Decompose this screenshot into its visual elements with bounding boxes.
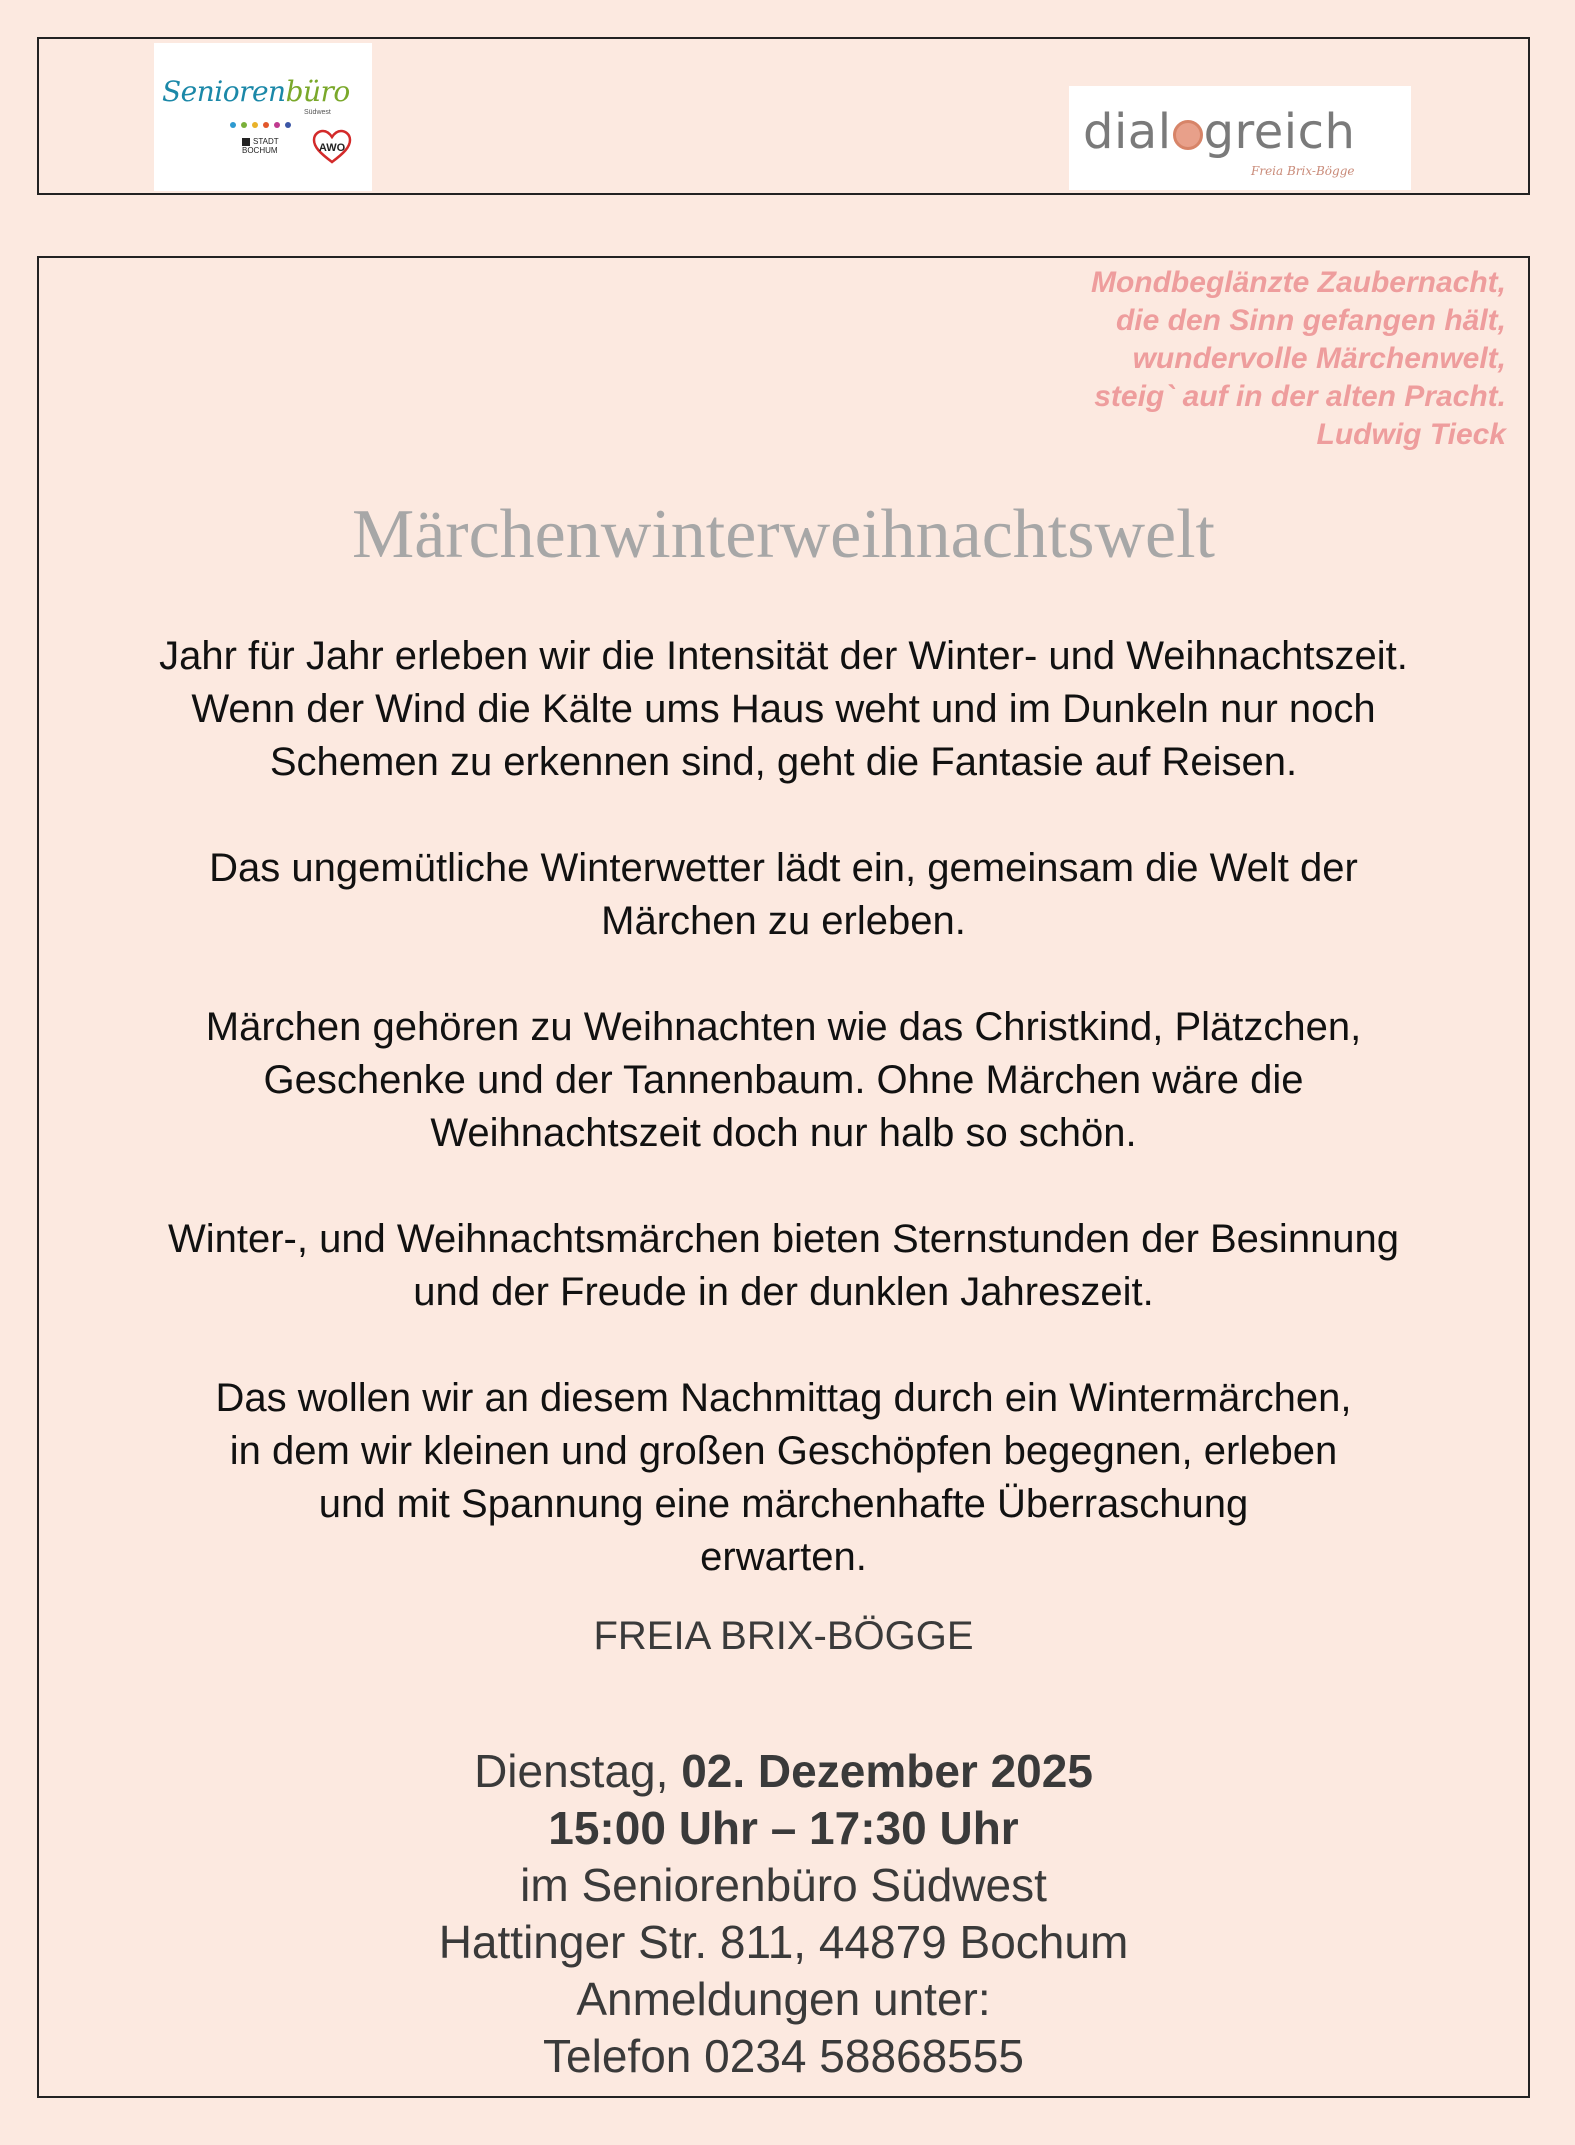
- poem-line: steig` auf in der alten Pracht.: [1094, 380, 1506, 413]
- event-time: 15:00 Uhr – 17:30 Uhr: [548, 1802, 1019, 1854]
- paragraph-winter-tales: [39, 1213, 1528, 1319]
- dialogreich-logo: [1069, 86, 1411, 190]
- header-logo-box: [37, 37, 1530, 195]
- spiral-o-icon: [1173, 120, 1203, 150]
- event-registration: Anmeldungen unter:: [576, 1973, 991, 2025]
- poem-author: Ludwig Tieck: [1316, 418, 1506, 451]
- awo-text: AWO: [318, 142, 346, 154]
- paragraph-line: und mit Spannung eine märchenhafte Überraschung: [318, 1482, 1249, 1526]
- logo-signature: Freia Brix-Bögge: [1251, 164, 1355, 178]
- logo-dot: [263, 122, 269, 128]
- paragraph-intro: [39, 630, 1528, 789]
- poem-quote: [1091, 264, 1506, 454]
- author-name: FREIA BRIX-BÖGGE: [593, 1614, 974, 1658]
- paragraph-line: in dem wir kleinen und großen Geschöpfen begegnen, erleben: [229, 1429, 1338, 1473]
- paragraph-weather: [39, 842, 1528, 948]
- wordmark-part2: büro: [285, 75, 350, 108]
- event-date-line: [39, 1743, 1528, 1800]
- colored-dots: [230, 115, 296, 133]
- paragraph-line: Das ungemütliche Winterwetter lädt ein, gemeinsam die Welt der: [209, 846, 1358, 890]
- wordmark-part1: Senioren: [162, 75, 286, 108]
- paragraph-line: Jahr für Jahr erleben wir die Intensität der Winter- und Weihnachtszeit.: [159, 634, 1408, 678]
- event-weekday: Dienstag,: [474, 1745, 669, 1797]
- event-date: 02. Dezember 2025: [681, 1745, 1093, 1797]
- paragraph-line: erwarten.: [700, 1535, 867, 1579]
- paragraph-line: Schemen zu erkennen sind, geht die Fantasie auf Reisen.: [269, 740, 1298, 784]
- event-location: im Seniorenbüro Südwest: [520, 1859, 1047, 1911]
- paragraph-line: Das wollen wir an diesem Nachmittag durch ein Wintermärchen,: [215, 1376, 1352, 1420]
- dialogreich-wordmark: dial greich: [1083, 104, 1356, 160]
- paragraph-line: Geschenke und der Tannenbaum. Ohne Märchen wäre die: [263, 1058, 1304, 1102]
- poem-line: Mondbeglänzte Zaubernacht,: [1090, 266, 1506, 299]
- stadt-square-icon: [242, 138, 250, 146]
- paragraph-christmas: [39, 1001, 1528, 1160]
- paragraph-afternoon: [39, 1372, 1528, 1584]
- logo-dot: [230, 122, 236, 128]
- logo-dot: [285, 122, 291, 128]
- paragraph-line: Weihnachtszeit doch nur halb so schön.: [430, 1111, 1137, 1155]
- seniorenbuero-wordmark: [162, 75, 350, 108]
- event-details: [39, 1743, 1528, 2085]
- paragraph-line: Winter-, und Weihnachtsmärchen bieten Sternstunden der Besinnung: [167, 1217, 1400, 1261]
- logo-tiny-text: Südwest: [304, 109, 331, 116]
- paragraph-line: Märchen gehören zu Weihnachten wie das Christkind, Plätzchen,: [205, 1005, 1362, 1049]
- poem-line: die den Sinn gefangen hält,: [1115, 304, 1506, 337]
- paragraph-line: Wenn der Wind die Kälte ums Haus weht und im Dunkeln nur noch: [191, 687, 1376, 731]
- logo-dot: [252, 122, 258, 128]
- logo-dot: [241, 122, 247, 128]
- page-title: Märchenwinterweihnachtswelt: [351, 496, 1215, 573]
- poem-line: wundervolle Märchenwelt,: [1132, 342, 1506, 375]
- logo-dot: [274, 122, 280, 128]
- seniorenbuero-logo: [154, 43, 372, 191]
- event-phone: Telefon 0234 58868555: [543, 2030, 1024, 2082]
- paragraph-line: und der Freude in der dunklen Jahreszeit.: [413, 1270, 1154, 1314]
- flyer-content-box: [37, 256, 1530, 2098]
- event-address: Hattinger Str. 811, 44879 Bochum: [438, 1916, 1129, 1968]
- stadt-bochum-mark: STADT BOCHUM: [242, 137, 279, 155]
- awo-heart-icon: [312, 129, 352, 165]
- paragraph-line: Märchen zu erleben.: [601, 899, 966, 943]
